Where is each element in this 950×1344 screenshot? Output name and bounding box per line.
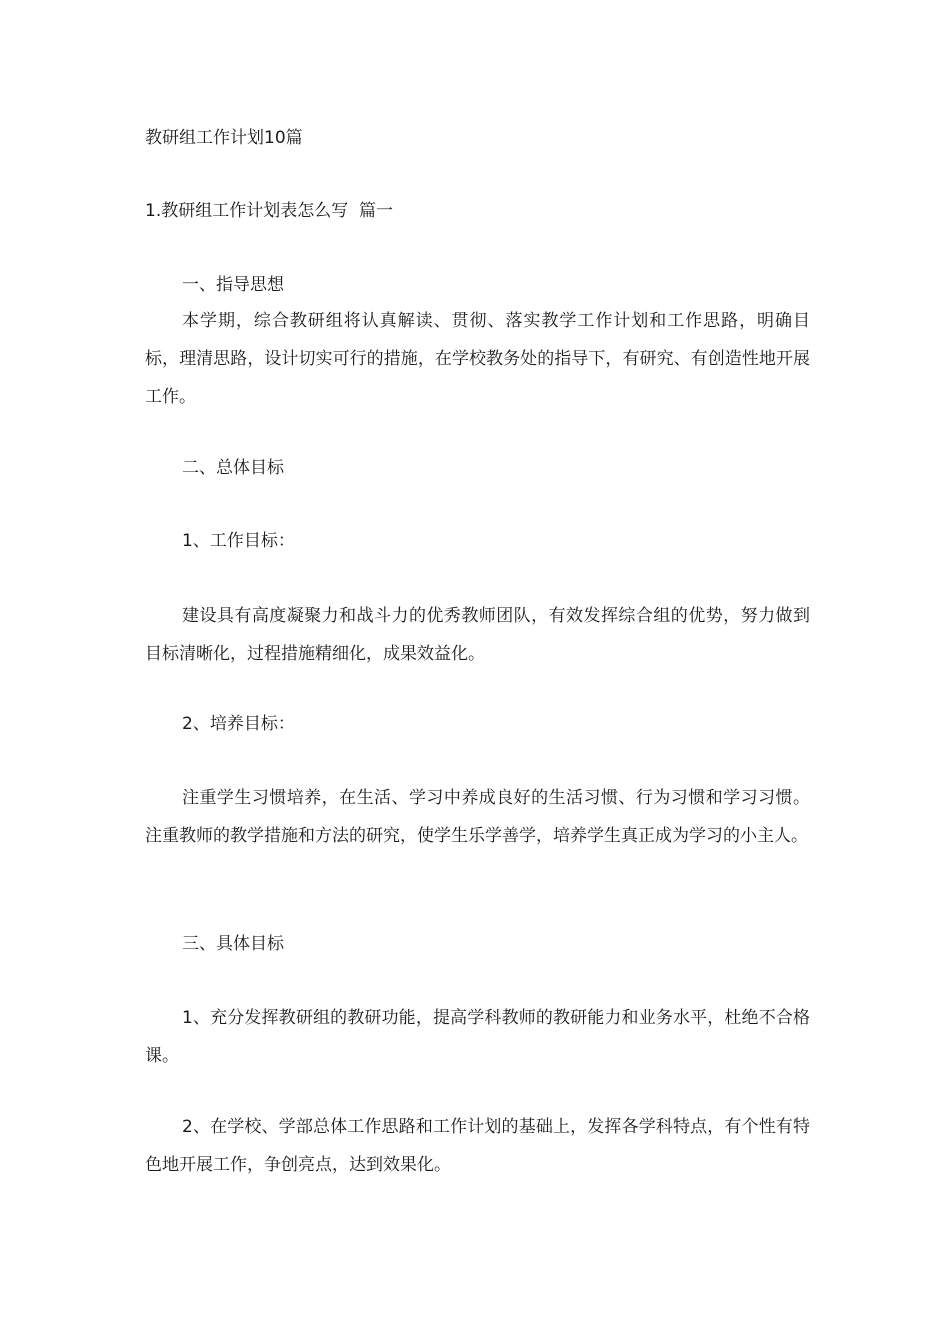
paragraph-specific-goal-2: 2、在学校、学部总体工作思路和工作计划的基础上，发挥各学科特点，有个性有特色地开展工作，争创亮点，达到效果化。 xyxy=(145,1117,810,1175)
heading-specific-goals: 三、具体目标 xyxy=(182,934,284,954)
heading-overall-goals: 二、总体目标 xyxy=(182,458,284,478)
heading-guiding-thought: 一、指导思想 xyxy=(182,275,284,295)
subheading-work-goals: 1、工作目标： xyxy=(182,531,295,551)
paragraph-work-goals: 建设具有高度凝聚力和战斗力的优秀教师团队，有效发挥综合组的优势，努力做到目标清晰化，过程措施精细化，成果效益化。 xyxy=(145,606,810,664)
subheading-training-goals: 2、培养目标： xyxy=(182,714,295,734)
section-title: 1.教研组工作计划表怎么写 篇一 xyxy=(145,201,394,221)
paragraph-specific-goal-1: 1、充分发挥教研组的教研功能，提高学科教师的教研能力和业务水平，杜绝不合格课。 xyxy=(145,1008,810,1066)
paragraph-training-goals: 注重学生习惯培养，在生活、学习中养成良好的生活习惯、行为习惯和学习习惯。注重教师的教学措施和方法的研究，使学生乐学善学，培养学生真正成为学习的小主人。 xyxy=(145,788,810,846)
document-title: 教研组工作计划10篇 xyxy=(145,128,303,148)
paragraph-guiding-thought: 本学期，综合教研组将认真解读、贯彻、落实教学工作计划和工作思路，明确目标，理清思路，设计切实可行的措施，在学校教务处的指导下，有研究、有创造性地开展工作。 xyxy=(145,311,810,407)
